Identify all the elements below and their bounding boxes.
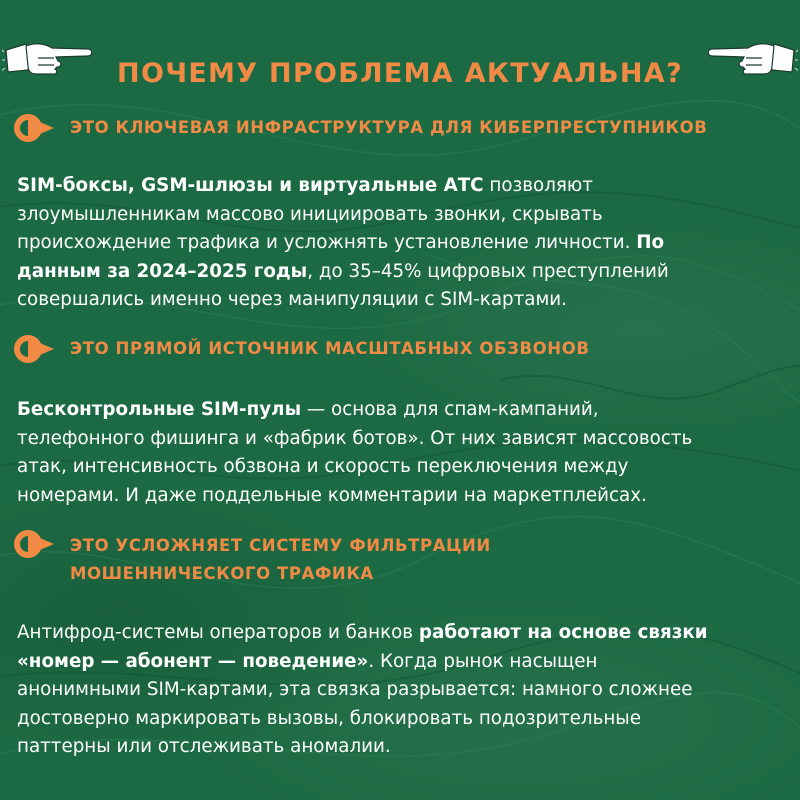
paragraph-line: Антифрод-системы операторов и банков работают на основе связки xyxy=(17,622,708,643)
section-heading xyxy=(70,532,491,588)
paragraph-line: паттерны или отслеживать аномалии. xyxy=(17,736,391,757)
section-paragraph xyxy=(17,396,787,510)
paragraph-line: SIM-боксы, GSM-шлюзы и виртуальные АТС позволяют xyxy=(17,175,593,196)
paragraph-line: номерами. И даже поддельные комментарии на маркетплейсах. xyxy=(17,484,647,506)
paragraph-line: Бесконтрольные SIM-пулы — основа для спам-кампаний, xyxy=(17,399,599,420)
paragraph-line: злоумышленникам массово инициировать звонки, скрывать xyxy=(17,203,603,225)
section-heading xyxy=(70,114,707,142)
paragraph-line: совершались именно через манипуляции с SIM-картами. xyxy=(17,289,567,310)
orange-ring-arrow-icon xyxy=(14,114,56,142)
orange-ring-arrow-icon xyxy=(14,335,56,363)
paragraph-line: телефонного фишинга и «фабрик ботов». От них зависят массовость xyxy=(17,427,693,449)
section-heading-line: ЭТО КЛЮЧЕВАЯ ИНФРАСТРУКТУРА ДЛЯ КИБЕРПРЕСТУПНИКОВ xyxy=(70,118,708,137)
section-paragraph xyxy=(17,619,787,762)
paragraph-line: анонимными SIM-картами, эта связка разрывается: намного сложнее xyxy=(17,679,693,700)
page-title: ПОЧЕМУ ПРОБЛЕМА АКТУАЛЬНА? xyxy=(117,58,683,90)
section-heading-line: ЭТО ПРЯМОЙ ИСТОЧНИК МАСШТАБНЫХ ОБЗВОНОВ xyxy=(70,339,590,358)
section-heading-line: ЭТО УСЛОЖНЯЕТ СИСТЕМУ ФИЛЬТРАЦИИ xyxy=(70,536,491,555)
paragraph-line: достоверно маркировать вызовы, блокировать подозрительные xyxy=(17,707,641,729)
pointing-hand-left-icon xyxy=(706,36,798,80)
paragraph-line: данным за 2024–2025 годы, до 35–45% цифровых преступлений xyxy=(17,260,669,282)
section-heading-line: МОШЕННИЧЕСКОГО ТРАФИКА xyxy=(70,564,374,583)
orange-ring-arrow-icon xyxy=(14,530,56,558)
section-heading xyxy=(70,335,590,363)
paragraph-line: происхождение трафика и усложнять установление личности. По xyxy=(17,232,665,253)
paragraph-line: «номер — абонент — поведение». Когда рынок насыщен xyxy=(17,650,598,672)
paragraph-line: атак, интенсивность обзвона и скорость переключения между xyxy=(17,456,629,477)
section-paragraph xyxy=(17,172,787,315)
